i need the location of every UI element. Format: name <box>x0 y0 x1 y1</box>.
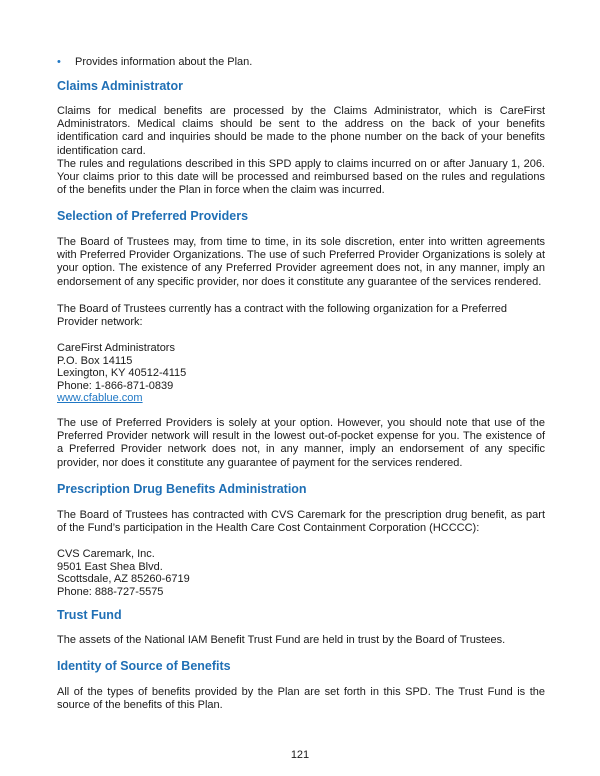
address-line: P.O. Box 14115 <box>57 354 133 367</box>
address-phone: Phone: 1-866-871-0839 <box>57 379 174 392</box>
address-line: Scottsdale, AZ 85260-6719 <box>57 573 190 586</box>
carefirst-address-block <box>57 342 357 405</box>
claims-admin-paragraph-1: Claims for medical benefits are processed by the Claims Administrator, which is CareFirst Administrators. Medical claims should be sent to the address on the back of your benefits identification card and inquiries should be made to the phone number on the back of your benefits identification card. <box>57 105 545 157</box>
address-line: Lexington, KY 40512-4115 <box>57 367 187 380</box>
page-number: 121 <box>290 749 310 761</box>
preferred-providers-paragraph-2: The Board of Trustees currently has a contract with the following organization for a Preferred Provider network: <box>57 303 508 329</box>
address-line: CVS Caremark, Inc. <box>57 548 155 560</box>
source-paragraph: All of the types of benefits provided by the Plan are set forth in this SPD. The Trust Fund is the source of the benefits of this Plan. <box>57 686 545 712</box>
heading-prescription-drug: Prescription Drug Benefits Administration <box>57 482 307 496</box>
rx-paragraph-1: The Board of Trustees has contracted with CVS Caremark for the prescription drug benefit, as part of the Fund’s participation in the Health Care Cost Containment Corporation (HCCCC): <box>57 509 545 535</box>
address-line: CareFirst Administrators <box>57 342 175 354</box>
bullet-dot-icon: • <box>57 56 61 68</box>
bullet-text: Provides information about the Plan. <box>75 56 253 68</box>
carefirst-website-link[interactable]: www.cfablue.com <box>57 392 143 405</box>
preferred-providers-paragraph-1: The Board of Trustees may, from time to time, in its sole discretion, enter into written agreements with Preferred Provider Organizations. The use of such Preferred Provider Organizations is solely at your option. The existence of any Preferred Provider agreement does not, in any manner, imply an endorsement of any specific provider, nor does it constitute any guarantee of the services rendered. <box>57 236 545 288</box>
heading-claims-administrator: Claims Administrator <box>57 79 183 93</box>
heading-source-of-benefits: Identity of Source of Benefits <box>57 659 231 673</box>
preferred-providers-paragraph-3: The use of Preferred Providers is solely at your option. However, you should note that use of the Preferred Provider network will result in the lowest out-of-pocket expense for you. The existence of a Preferred Provider network does not, in any manner, imply an endorsement of any specific provider, nor does it constitute any guarantee of payment for the services rendered. <box>57 417 545 469</box>
address-phone: Phone: 888-727-5575 <box>57 585 164 598</box>
trust-fund-paragraph: The assets of the National IAM Benefit Trust Fund are held in trust by the Board of Trustees. <box>57 634 506 646</box>
address-line: 9501 East Shea Blvd. <box>57 560 163 573</box>
cvs-address-block <box>57 548 357 598</box>
heading-trust-fund: Trust Fund <box>57 608 122 622</box>
claims-admin-paragraph-2: The rules and regulations described in this SPD apply to claims incurred on or after January 1, 206. Your claims prior to this date will be processed and reimbursed based on the rules and regulations of the benefits under the Plan in force when the claim was incurred. <box>57 158 545 197</box>
heading-preferred-providers: Selection of Preferred Providers <box>57 209 249 223</box>
